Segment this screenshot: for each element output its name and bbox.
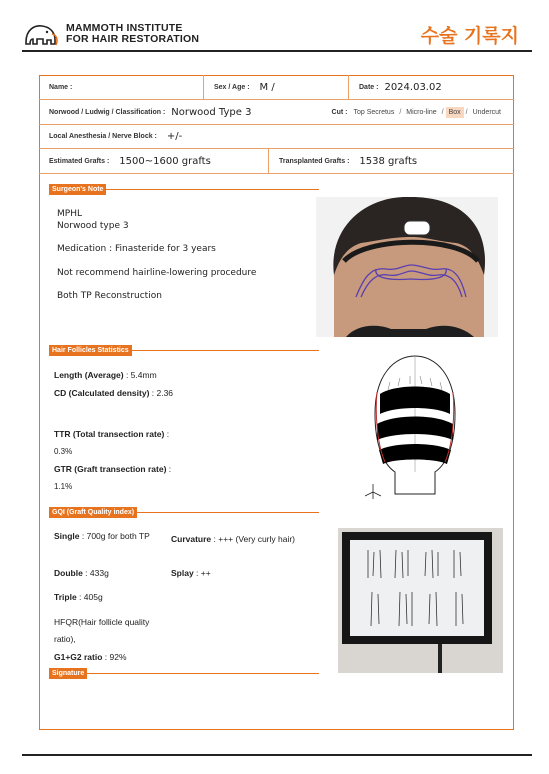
document-title: 수술 기록지 bbox=[420, 25, 519, 47]
transplanted-grafts-value: 1538 grafts bbox=[359, 155, 418, 167]
gqi-curvature: Curvature : +++ (Very curly hair) bbox=[171, 534, 296, 544]
mammoth-logo-icon bbox=[22, 20, 60, 48]
logo-text bbox=[66, 23, 199, 45]
stat-length: Length (Average) : 5.4mm bbox=[54, 370, 157, 380]
stat-ttr-value: 0.3% bbox=[54, 447, 73, 456]
note-line-3: Medication : Finasteride for 3 years bbox=[57, 244, 216, 254]
estimated-grafts-value: 1500~1600 grafts bbox=[119, 155, 211, 167]
form-row-classification bbox=[39, 100, 514, 125]
gqi-triple: Triple : 405g bbox=[54, 592, 103, 602]
date-value: 2024.03.02 bbox=[384, 81, 442, 93]
cut-option-top-secretus[interactable]: Top Secretus bbox=[353, 108, 395, 116]
gqi-g1g2: G1+G2 ratio : 92% bbox=[54, 652, 127, 662]
transplanted-grafts-cell bbox=[269, 149, 417, 173]
name-label: Name : bbox=[49, 83, 73, 91]
classification-label: Norwood / Ludwig / Classification : bbox=[49, 108, 166, 116]
name-cell bbox=[39, 75, 204, 99]
top-divider bbox=[22, 50, 532, 52]
form-row-grafts bbox=[39, 149, 514, 174]
date-label: Date : bbox=[359, 83, 379, 91]
stat-ttr: TTR (Total transection rate) : bbox=[54, 429, 170, 439]
note-line-1: MPHL bbox=[57, 209, 82, 219]
gqi-double: Double : 433g bbox=[54, 568, 109, 578]
sex-age-value: M / bbox=[259, 81, 275, 93]
bottom-divider bbox=[22, 754, 532, 756]
sex-age-cell bbox=[204, 75, 349, 99]
note-line-4: Not recommend hairline-lowering procedure bbox=[57, 268, 257, 278]
signature-heading bbox=[49, 668, 319, 679]
follicle-stats-title: Hair Follicles Statistics bbox=[49, 345, 132, 356]
form-row-identity bbox=[39, 75, 514, 100]
document-header bbox=[0, 0, 549, 56]
institute-logo bbox=[22, 20, 199, 48]
graft-monitor-photo bbox=[338, 528, 503, 673]
estimated-grafts-cell bbox=[39, 149, 269, 173]
gqi-hfqr-line-2: ratio), bbox=[54, 634, 76, 644]
stat-gtr-value: 1.1% bbox=[54, 482, 73, 491]
cut-options: Cut : Top Secretus / Micro-line / Box / Undercut bbox=[332, 107, 514, 118]
stat-cd: CD (Calculated density) : 2.36 bbox=[54, 388, 174, 398]
date-cell bbox=[349, 75, 512, 99]
donor-area-diagram bbox=[355, 354, 475, 504]
anesthesia-cell bbox=[39, 125, 182, 148]
cut-option-undercut[interactable]: Undercut bbox=[472, 108, 501, 116]
note-line-5: Both TP Reconstruction bbox=[57, 291, 162, 301]
stat-gtr: GTR (Graft transection rate) : bbox=[54, 464, 172, 474]
estimated-grafts-label: Estimated Grafts : bbox=[49, 157, 110, 165]
gqi-heading bbox=[49, 507, 319, 518]
cut-option-box[interactable]: Box bbox=[446, 107, 464, 118]
form-row-anesthesia bbox=[39, 125, 514, 149]
anesthesia-value: +/- bbox=[166, 131, 183, 142]
classification-value: Norwood Type 3 bbox=[171, 106, 252, 118]
classification-cell bbox=[39, 100, 251, 124]
anesthesia-label: Local Anesthesia / Nerve Block : bbox=[49, 133, 157, 140]
transplanted-grafts-label: Transplanted Grafts : bbox=[279, 157, 350, 165]
logo-line-2: FOR HAIR RESTORATION bbox=[66, 33, 200, 45]
gqi-hfqr-line-1: HFQR(Hair follicle quality bbox=[54, 617, 150, 627]
gqi-single: Single : 700g for both TP bbox=[54, 531, 150, 541]
surgeons-note-heading bbox=[49, 184, 319, 195]
patient-hairline-photo bbox=[316, 197, 498, 337]
signature-title: Signature bbox=[49, 668, 87, 679]
cut-label: Cut : bbox=[331, 108, 348, 116]
sex-age-label: Sex / Age : bbox=[214, 83, 250, 91]
cut-option-micro-line[interactable]: Micro-line bbox=[406, 108, 437, 116]
gqi-title: GQI (Graft Quality index) bbox=[49, 507, 137, 518]
gqi-splay: Splay : ++ bbox=[171, 568, 211, 578]
logo-line-1: MAMMOTH INSTITUTE bbox=[66, 22, 183, 34]
follicle-stats-heading bbox=[49, 345, 319, 356]
surgeons-note-title: Surgeon's Note bbox=[49, 184, 106, 195]
note-line-2: Norwood type 3 bbox=[57, 221, 129, 231]
